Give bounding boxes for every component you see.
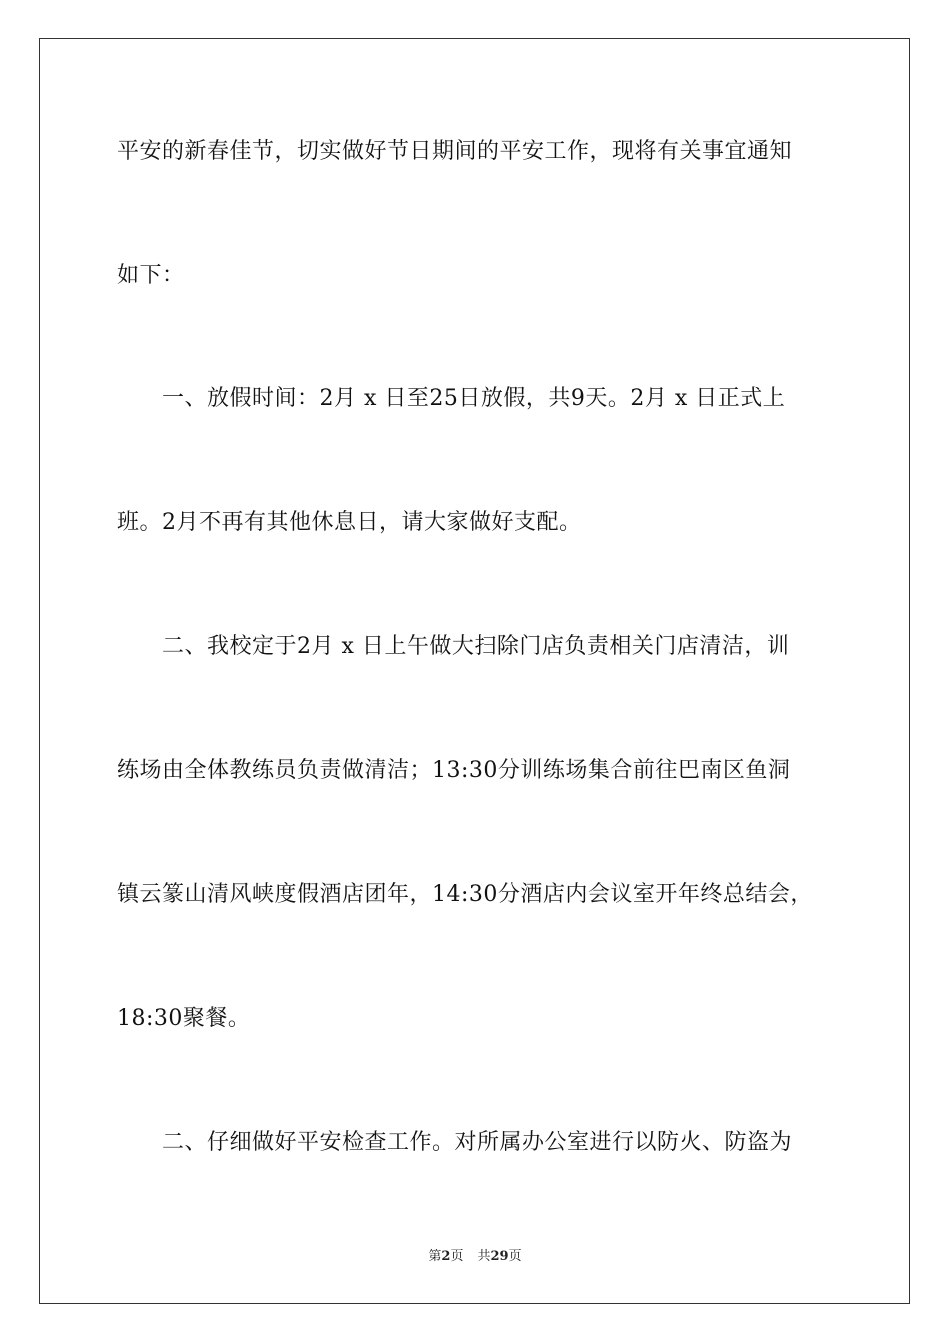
total-prefix: 共 (477, 1249, 491, 1264)
page-prefix: 第 (428, 1249, 442, 1264)
page-number: 2 (441, 1249, 451, 1264)
page-frame (39, 38, 910, 1304)
total-pages: 29 (490, 1249, 509, 1264)
total-suffix: 页 (508, 1249, 522, 1264)
text-line-6: 练场由全体教练员负责做清洁；13:30分训练场集合前往巴南区鱼洞 (117, 758, 791, 783)
page-footer (0, 1248, 950, 1266)
page-suffix: 页 (450, 1249, 464, 1264)
text-line-7: 镇云篆山清风峡度假酒店团年，14:30分酒店内会议室开年终总结会， (117, 882, 813, 907)
text-line-5: 二、我校定于2月 x 日上午做大扫除门店负责相关门店清洁，训 (117, 634, 790, 659)
text-line-1: 平安的新春佳节，切实做好节日期间的平安工作，现将有关事宜通知 (117, 139, 793, 164)
text-line-2: 如下： (117, 263, 185, 288)
text-line-8: 18:30聚餐。 (117, 1006, 251, 1031)
text-line-3: 一、放假时间：2月 x 日至25日放假，共9天。2月 x 日正式上 (117, 386, 786, 411)
text-line-9: 二、仔细做好平安检查工作。对所属办公室进行以防火、防盗为 (117, 1130, 793, 1155)
text-line-4: 班。2月不再有其他休息日，请大家做好支配。 (117, 510, 582, 535)
